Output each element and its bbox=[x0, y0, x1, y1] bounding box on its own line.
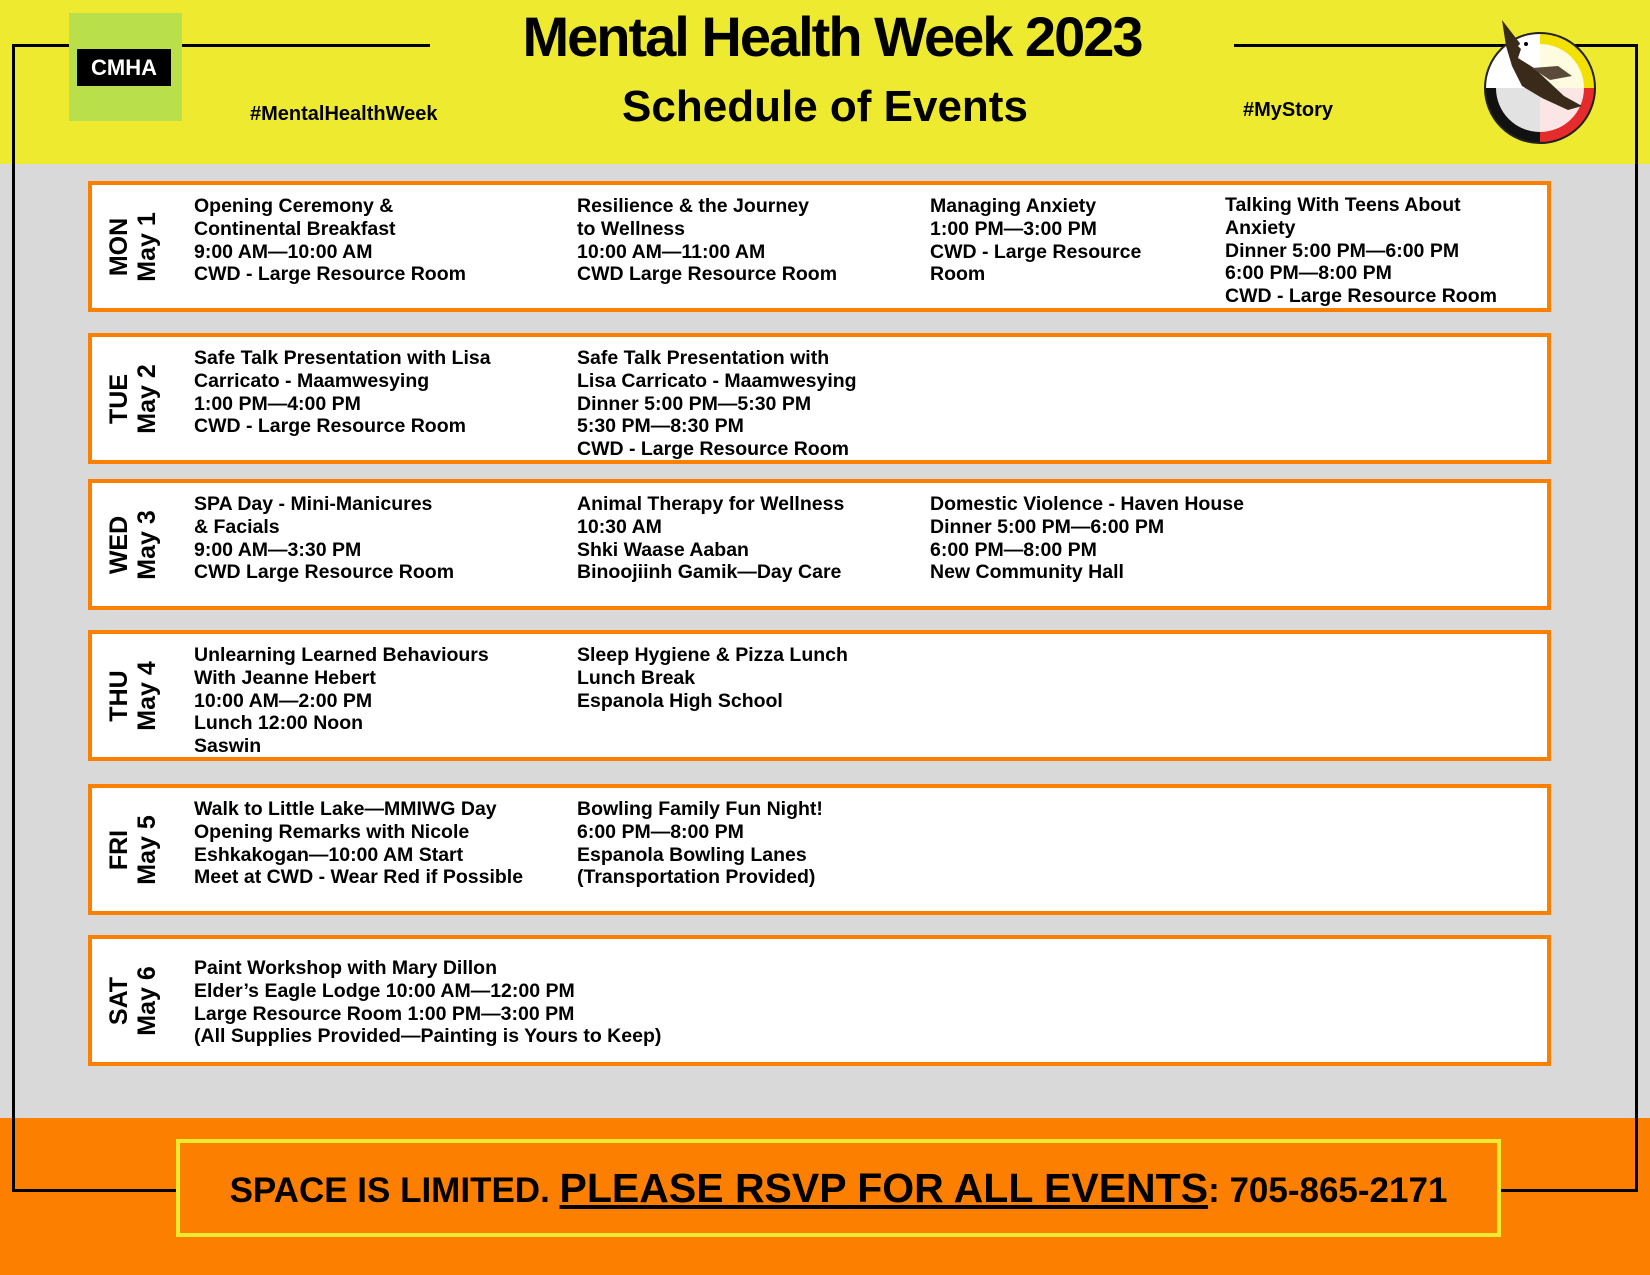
rsvp-text-limited: SPACE IS LIMITED. bbox=[229, 1171, 560, 1210]
event-item bbox=[577, 644, 848, 712]
event-line: to Wellness bbox=[577, 217, 686, 240]
day-label bbox=[98, 334, 168, 464]
event-line: 6:00 PM—8:00 PM bbox=[930, 538, 1097, 561]
event-line: Large Resource Room 1:00 PM—3:00 PM bbox=[194, 1002, 575, 1025]
event-line: Talking With Teens About bbox=[1225, 194, 1461, 216]
event-line: 10:30 AM bbox=[577, 515, 662, 538]
day-date: May 5 bbox=[133, 814, 161, 885]
event-line: CWD - Large Resource Room bbox=[577, 438, 849, 461]
event-line: CWD - Large Resource Room bbox=[194, 415, 466, 438]
day-name: MON bbox=[105, 217, 133, 276]
event-item bbox=[577, 347, 857, 461]
event-line: (All Supplies Provided—Painting is Yours to Keep) bbox=[194, 1025, 662, 1048]
event-line: Safe Talk Presentation with Lisa bbox=[194, 347, 491, 369]
event-line: Animal Therapy for Wellness bbox=[577, 493, 845, 515]
event-item bbox=[930, 195, 1141, 286]
frame-line-bottom-right bbox=[1499, 1189, 1638, 1192]
event-line: (Transportation Provided) bbox=[577, 866, 816, 889]
event-line: Eshkakogan—10:00 AM Start bbox=[194, 843, 464, 866]
day-label bbox=[98, 785, 168, 915]
event-line: 9:00 AM—10:00 AM bbox=[194, 240, 373, 263]
day-label bbox=[98, 182, 168, 312]
rsvp-phone: : 705-865-2171 bbox=[1208, 1171, 1448, 1210]
hashtag-left: #MentalHealthWeek bbox=[250, 103, 438, 125]
event-line: Continental Breakfast bbox=[194, 217, 396, 240]
rsvp-banner bbox=[176, 1139, 1501, 1237]
event-line: & Facials bbox=[194, 515, 280, 538]
event-line: Opening Remarks with Nicole bbox=[194, 820, 470, 843]
frame-line-bottom-left bbox=[12, 1189, 178, 1192]
event-line: Anxiety bbox=[1225, 216, 1296, 239]
event-line: Sleep Hygiene & Pizza Lunch bbox=[577, 644, 848, 666]
day-date: May 4 bbox=[133, 660, 161, 731]
event-line: Safe Talk Presentation with bbox=[577, 347, 830, 369]
event-line: Paint Workshop with Mary Dillon bbox=[194, 957, 497, 979]
event-line: Shki Waase Aaban bbox=[577, 538, 749, 561]
event-line: Lunch Break bbox=[577, 666, 696, 689]
hashtag-right: #MyStory bbox=[1243, 99, 1334, 121]
event-line: Opening Ceremony & bbox=[194, 195, 394, 217]
event-line: CWD - Large Resource bbox=[930, 240, 1142, 263]
event-line: Dinner 5:00 PM—6:00 PM bbox=[1225, 239, 1460, 262]
event-line: Saswin bbox=[194, 735, 262, 758]
event-line: Espanola High School bbox=[577, 689, 783, 712]
event-line: Lisa Carricato - Maamwesying bbox=[577, 369, 857, 392]
event-line: Dinner 5:00 PM—6:00 PM bbox=[930, 515, 1165, 538]
event-line: 6:00 PM—8:00 PM bbox=[577, 820, 744, 843]
event-line: Espanola Bowling Lanes bbox=[577, 843, 807, 866]
event-item bbox=[194, 195, 466, 286]
page-subtitle: Schedule of Events bbox=[622, 82, 1028, 131]
page-title: Mental Health Week 2023 bbox=[430, 4, 1234, 69]
event-line: CWD - Large Resource Room bbox=[1225, 285, 1497, 308]
event-line: 1:00 PM—4:00 PM bbox=[194, 392, 361, 415]
day-row-sat bbox=[88, 935, 1551, 1066]
event-line: Meet at CWD - Wear Red if Possible bbox=[194, 866, 524, 889]
event-line: SPA Day - Mini-Manicures bbox=[194, 493, 433, 515]
event-line: 1:00 PM—3:00 PM bbox=[930, 217, 1097, 240]
event-line: CWD Large Resource Room bbox=[577, 263, 838, 286]
event-line: Domestic Violence - Haven House bbox=[930, 493, 1244, 515]
event-item bbox=[577, 798, 823, 889]
day-date: May 2 bbox=[133, 363, 161, 434]
event-line: CWD - Large Resource Room bbox=[194, 263, 466, 286]
rsvp-text-call: PLEASE RSVP FOR ALL EVENTS bbox=[559, 1165, 1209, 1211]
event-line: 9:00 AM—3:30 PM bbox=[194, 538, 362, 561]
cmha-label: CMHA bbox=[77, 49, 171, 86]
event-item bbox=[577, 195, 837, 286]
day-date: May 1 bbox=[133, 211, 161, 282]
day-label bbox=[98, 936, 168, 1066]
event-item bbox=[577, 493, 844, 584]
event-line: New Community Hall bbox=[930, 561, 1124, 584]
day-name: FRI bbox=[105, 829, 133, 870]
event-line: Managing Anxiety bbox=[930, 195, 1097, 217]
event-line: Carricato - Maamwesying bbox=[194, 369, 430, 392]
event-line: With Jeanne Hebert bbox=[194, 666, 376, 689]
event-line: Bowling Family Fun Night! bbox=[577, 798, 823, 820]
event-line: 10:00 AM—11:00 AM bbox=[577, 240, 766, 263]
day-date: May 6 bbox=[133, 965, 161, 1036]
event-line: 10:00 AM—2:00 PM bbox=[194, 689, 373, 712]
event-line: CWD Large Resource Room bbox=[194, 561, 455, 584]
event-line: Walk to Little Lake—MMIWG Day bbox=[194, 798, 497, 820]
day-row-thu bbox=[88, 630, 1551, 761]
event-item bbox=[930, 493, 1244, 584]
event-item bbox=[194, 957, 661, 1048]
event-line: Lunch 12:00 Noon bbox=[194, 712, 364, 735]
event-line: Binoojiinh Gamik—Day Care bbox=[577, 561, 842, 584]
frame-line-right bbox=[1635, 44, 1638, 1192]
frame-line-left bbox=[12, 44, 15, 1192]
day-name: THU bbox=[105, 669, 133, 722]
event-line: Unlearning Learned Behaviours bbox=[194, 644, 489, 666]
day-row-fri bbox=[88, 784, 1551, 915]
event-line: Elder’s Eagle Lodge 10:00 AM—12:00 PM bbox=[194, 979, 575, 1002]
event-line: Resilience & the Journey bbox=[577, 195, 809, 217]
day-name: WED bbox=[105, 515, 133, 574]
day-row-wed bbox=[88, 479, 1551, 610]
event-item bbox=[194, 493, 454, 584]
event-item bbox=[194, 798, 523, 889]
event-item bbox=[194, 644, 489, 758]
event-line: 6:00 PM—8:00 PM bbox=[1225, 262, 1392, 285]
event-item bbox=[1225, 194, 1497, 308]
event-line: Dinner 5:00 PM—5:30 PM bbox=[577, 392, 812, 415]
day-label bbox=[98, 631, 168, 761]
day-date: May 3 bbox=[133, 509, 161, 580]
day-name: TUE bbox=[105, 373, 133, 424]
event-line: 5:30 PM—8:30 PM bbox=[577, 415, 744, 438]
day-row-mon bbox=[88, 181, 1551, 312]
event-item bbox=[194, 347, 491, 438]
day-name: SAT bbox=[105, 976, 133, 1025]
event-line: Room bbox=[930, 263, 986, 286]
day-row-tue bbox=[88, 333, 1551, 464]
day-label bbox=[98, 480, 168, 610]
eagle-medicine-wheel-icon bbox=[1472, 6, 1608, 160]
